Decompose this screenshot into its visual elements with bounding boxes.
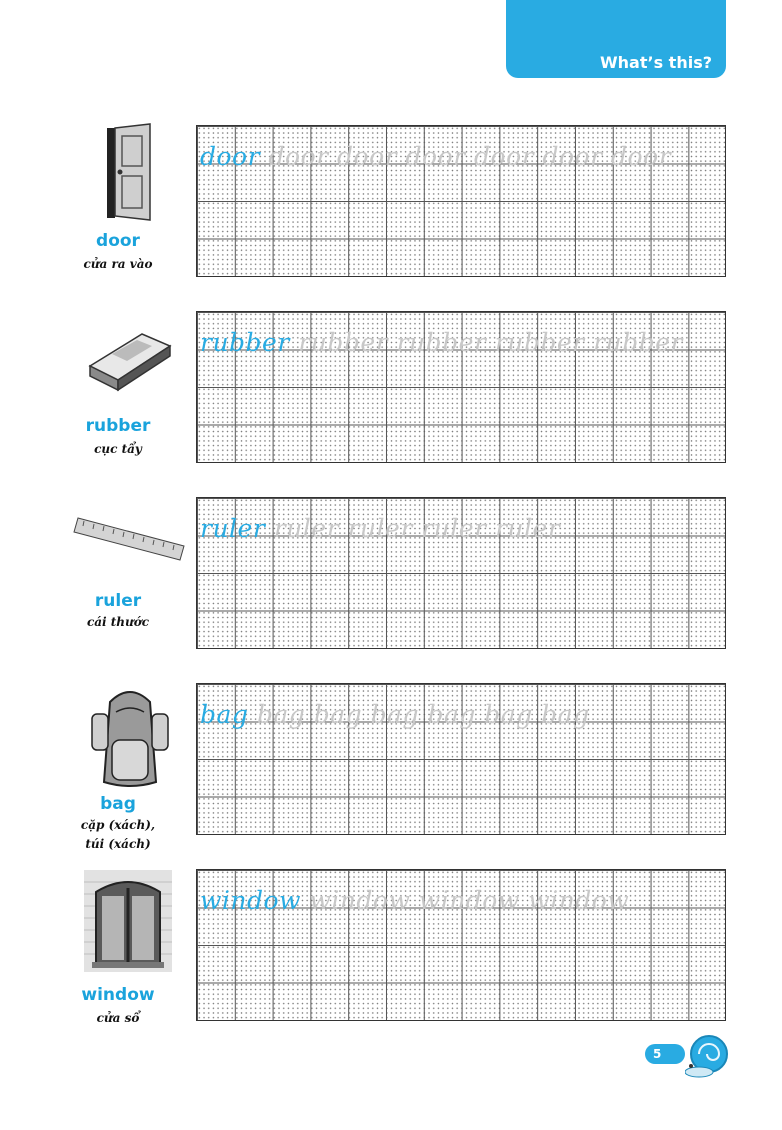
trace-model-word: bag <box>200 700 249 729</box>
vocab-word: bag <box>100 794 136 814</box>
trace-guide-words: rubber rubber rubber rubber <box>289 328 683 357</box>
vocab-word: rubber <box>85 416 151 436</box>
page-heading: What’s this? <box>600 53 712 72</box>
vocab-word: window <box>81 985 155 1005</box>
trace-line <box>200 142 725 171</box>
vocab-meaning: cục tẩy <box>94 442 142 456</box>
trace-model-word: door <box>200 142 261 171</box>
trace-guide-words: window window window <box>300 886 630 915</box>
vocab-word: door <box>96 231 140 251</box>
trace-line <box>200 886 725 915</box>
vocab-meaning: cái thước <box>86 615 150 629</box>
window-icon <box>84 870 172 972</box>
trace-line <box>200 700 725 729</box>
trace-guide-words: bag bag bag bag bag bag <box>248 700 590 729</box>
trace-model-word: ruler <box>200 514 266 543</box>
vocab-meaning: cặp (xách), <box>80 818 156 832</box>
vocab-meaning: cửa ra vào <box>83 257 153 271</box>
eraser-icon <box>82 326 177 396</box>
vocab-meaning: cửa sổ <box>96 1011 140 1025</box>
ruler-icon <box>72 508 188 568</box>
vocab-word: ruler <box>94 591 142 611</box>
door-icon <box>104 122 154 222</box>
snail-icon <box>685 1030 729 1080</box>
trace-model-word: window <box>200 886 301 915</box>
trace-guide-words: ruler ruler ruler ruler <box>265 514 561 543</box>
trace-guide-words: door door door door door door <box>260 142 672 171</box>
trace-model-word: rubber <box>200 328 290 357</box>
trace-line <box>200 514 725 543</box>
vocab-meaning: túi (xách) <box>85 837 151 851</box>
trace-line <box>200 328 725 357</box>
backpack-icon <box>88 682 172 792</box>
page-number: 5 <box>645 1044 685 1064</box>
header-tab <box>506 0 726 78</box>
